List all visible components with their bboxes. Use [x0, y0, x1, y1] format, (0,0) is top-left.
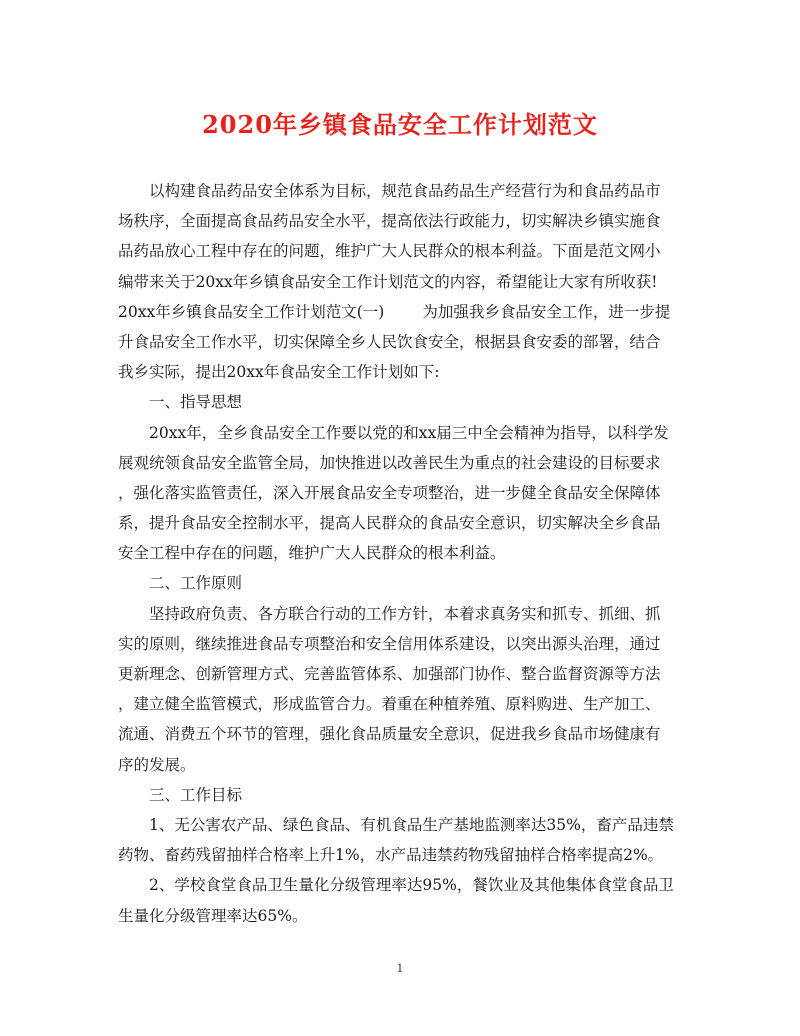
paragraph-line: 场秩序，全面提高食品药品安全水平，提高依法行政能力，切实解决乡镇实施食 — [118, 212, 661, 231]
paragraph-line: 流通、消费五个环节的管理，强化食品质量安全意识，促进我乡食品市场健康有 — [118, 725, 661, 744]
paragraph-line: 安全工程中存在的问题，维护广大人民群众的根本利益。 — [118, 544, 506, 563]
page-number: 1 — [396, 962, 404, 975]
paragraph-line: 序的发展。 — [118, 755, 196, 774]
paragraph-line: 我乡实际，提出20xx年食品安全工作计划如下: — [118, 363, 440, 382]
paragraph-line: 2、学校食堂食品卫生量化分级管理率达95%，餐饮业及其他集体食堂食品卫 — [149, 876, 674, 895]
paragraph-line — [118, 297, 674, 327]
paragraph-line: 20xx年，全乡食品安全工作要以党的和xx届三中全会精神为指导，以科学发 — [149, 423, 669, 442]
paragraph-line: 更新理念、创新管理方式、完善监管体系、加强部门协作、整合监督资源等方法 — [118, 665, 661, 683]
paragraph-line: 药物、畜药残留抽样合格率上升1%，水产品违禁药物残留抽样合格率提高2%。 — [118, 846, 664, 865]
paragraph-line: 品药品放心工程中存在的问题，维护广大人民群众的根本利益。下面是范文网小 — [118, 242, 661, 261]
paragraph-line: 生量化分级管理率达65%。 — [118, 906, 308, 925]
subtitle-inline: 20xx年乡镇食品安全工作计划范文(一) — [118, 302, 385, 321]
paragraph-line: 展观统领食品安全监管全局，加快推进以改善民生为重点的社会建设的目标要求 — [118, 453, 661, 472]
document-title: 2020年乡镇食品安全工作计划范文 — [202, 110, 598, 139]
paragraph-line: 升食品安全工作水平，切实保障全乡人民饮食安全，根据县食安委的部署，结合 — [118, 332, 661, 351]
paragraph-line: 实的原则，继续推进食品专项整治和安全信用体系建设，以突出源头治理，通过 — [118, 634, 661, 653]
paragraph-line: 1、无公害农产品、绿色食品、有机食品生产基地监测率达35%，畜产品违禁 — [149, 815, 674, 834]
paragraph-line: 以构建食品药品安全体系为目标，规范食品药品生产经营行为和食品药品市 — [149, 182, 661, 200]
section-heading: 一、指导思想 — [149, 393, 243, 412]
paragraph-line: ，强化落实监管责任，深入开展食品安全专项整治，进一步健全食品安全保障体 — [118, 483, 661, 502]
document-body — [118, 176, 674, 931]
section-heading: 三、工作目标 — [149, 785, 243, 804]
section-heading: 二、工作原则 — [149, 574, 243, 593]
paragraph-line: 坚持政府负责、各方联合行动的工作方针，本着求真务实和抓专、抓细、抓 — [149, 604, 661, 623]
paragraph-line: 系，提升食品安全控制水平，提高人民群众的食品安全意识，切实解决全乡食品 — [118, 514, 661, 533]
paragraph-text: 为加强我乡食品安全工作，进一步提 — [422, 302, 671, 321]
paragraph-line: 编带来关于20xx年乡镇食品安全工作计划范文的内容，希望能让大家有所收获! — [118, 272, 658, 291]
paragraph-line: ，建立健全监管模式，形成监管合力。着重在种植养殖、原料购进、生产加工、 — [118, 695, 661, 714]
